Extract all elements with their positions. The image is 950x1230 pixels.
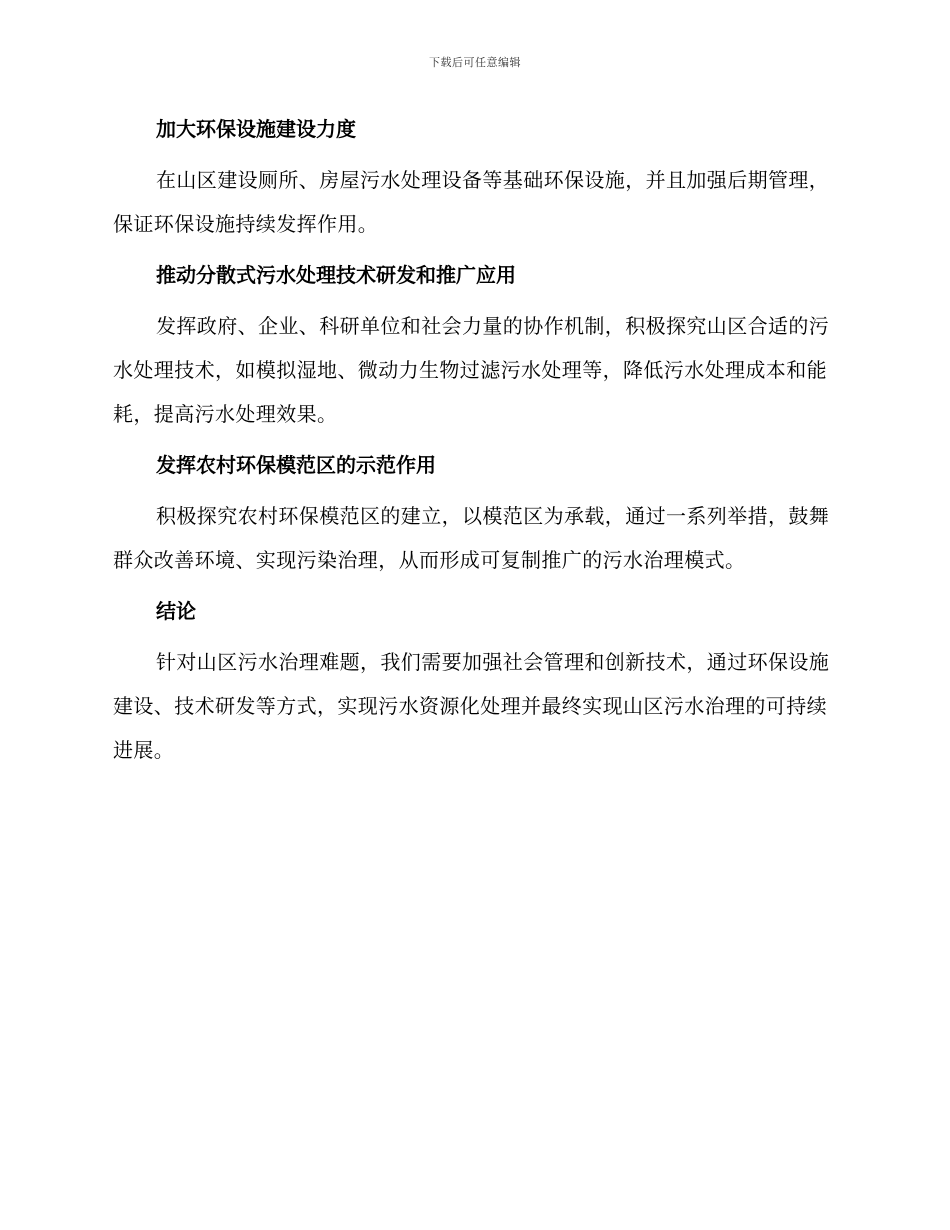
document-body (113, 114, 833, 772)
section-heading: 结论 (156, 599, 196, 623)
section-heading: 加大环保设施建设力度 (156, 117, 356, 141)
page-header-note: 下载后可任意编辑 (429, 56, 521, 69)
section-paragraph: 发挥政府、企业、科研单位和社会力量的协作机制，积极探究山区合适的污水处理技术，如模拟湿地、微动力生物过滤污水处理等，降低污水处理成本和能耗，提高污水处理效果。 (113, 314, 830, 426)
section-heading: 发挥农村环保模范区的示范作用 (156, 453, 436, 477)
section-paragraph: 积极探究农村环保模范区的建立，以模范区为承载，通过一系列举措，鼓舞群众改善环境、实现污染治理，从而形成可复制推广的污水治理模式。 (113, 504, 830, 572)
section-paragraph: 针对山区污水治理难题，我们需要加强社会管理和创新技术，通过环保设施建设、技术研发等方式，实现污水资源化处理并最终实现山区污水治理的可持续进展。 (113, 650, 830, 762)
section-paragraph: 在山区建设厕所、房屋污水处理设备等基础环保设施，并且加强后期管理，保证环保设施持续发挥作用。 (113, 168, 830, 236)
section-heading: 推动分散式污水处理技术研发和推广应用 (156, 263, 516, 287)
